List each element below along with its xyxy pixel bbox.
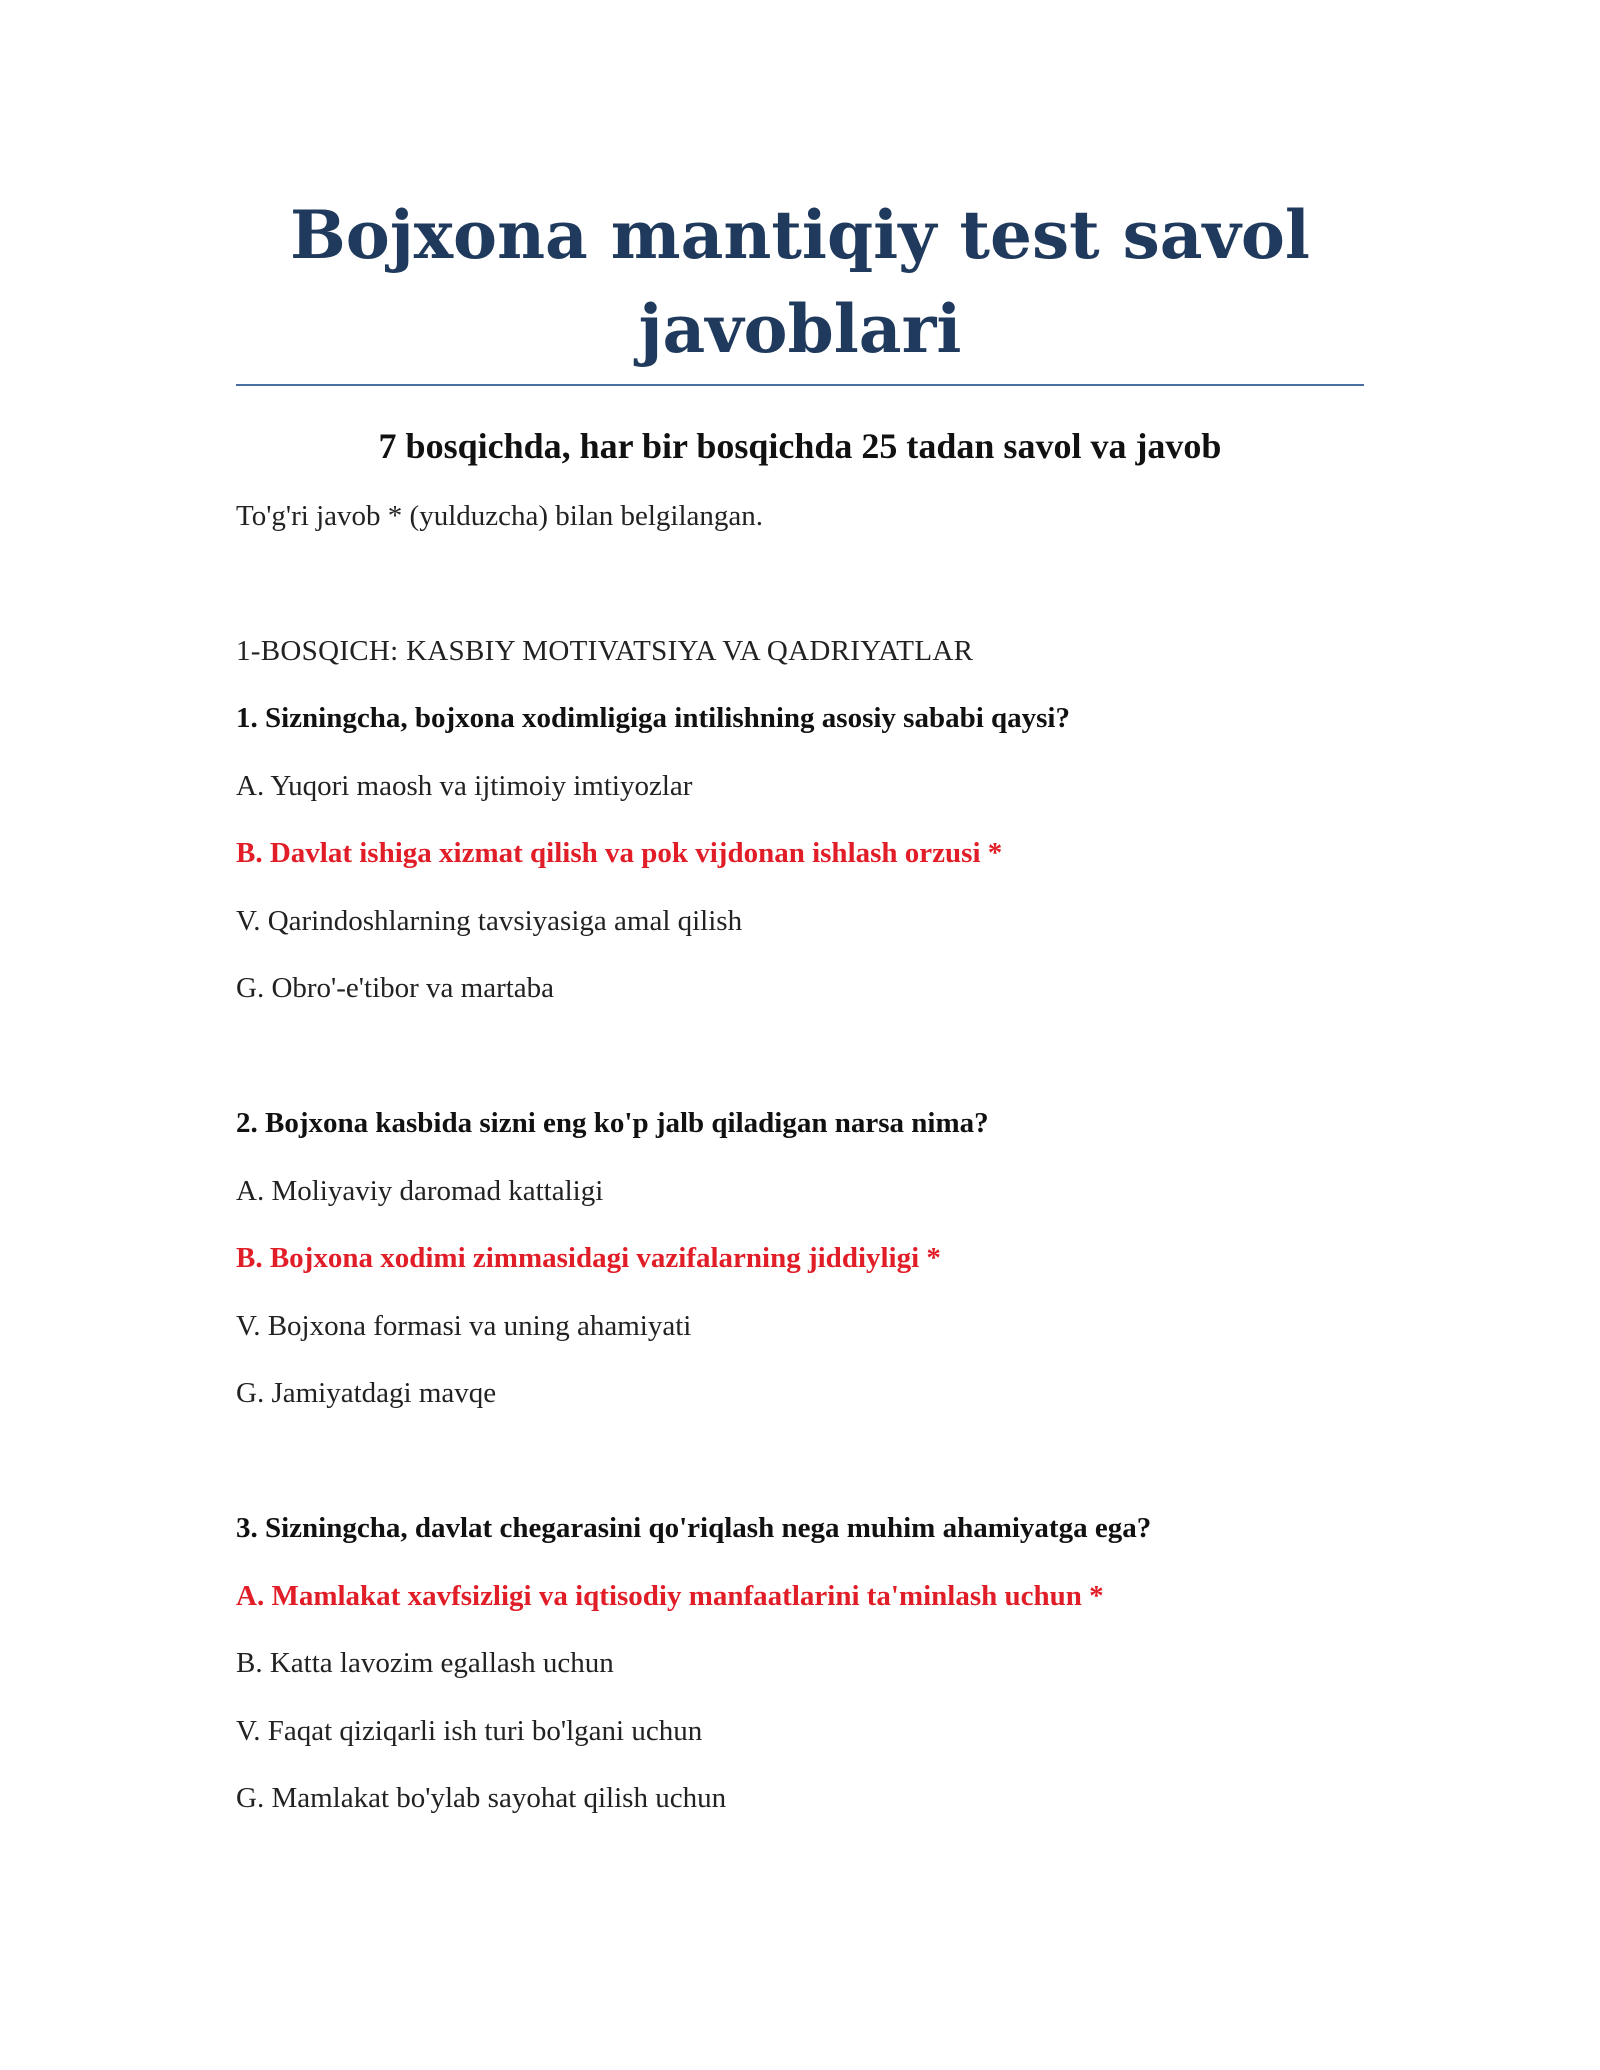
question-2-option-g: G. Jamiyatdagi mavqe (236, 1377, 497, 1409)
question-3-option-g: G. Mamlakat bo'ylab sayohat qilish uchun (236, 1782, 727, 1814)
question-3-text: 3. Sizningcha, davlat chegarasini qo'riqlash nega muhim ahamiyatga ega? (236, 1512, 1152, 1544)
question-1-text: 1. Sizningcha, bojxona xodimligiga intilishning asosiy sababi qaysi? (236, 702, 1070, 734)
question-2-text: 2. Bojxona kasbida sizni eng ko'p jalb qiladigan narsa nima? (236, 1107, 989, 1139)
question-1-option-g: G. Obro'-e'tibor va martaba (236, 972, 555, 1004)
question-1-option-a: A. Yuqori maosh va ijtimoiy imtiyozlar (236, 770, 693, 802)
document-subtitle: 7 bosqichda, har bir bosqichda 25 tadan savol va javob (378, 426, 1222, 466)
document-title: Bojxona mantiqiy test savol javoblari (290, 196, 1310, 368)
stage-heading: 1-BOSQICH: KASBIY MOTIVATSIYA VA QADRIYATLAR (236, 635, 974, 667)
question-3-option-v: V. Faqat qiziqarli ish turi bo'lgani uchun (236, 1715, 703, 1747)
question-1-option-v: V. Qarindoshlarning tavsiyasiga amal qilish (236, 905, 743, 937)
question-2-option-a: A. Moliyaviy daromad kattaligi (236, 1175, 604, 1207)
question-3-option-b: B. Katta lavozim egallash uchun (236, 1647, 614, 1679)
question-1-option-b-correct: B. Davlat ishiga xizmat qilish va pok vijdonan ishlash orzusi * (236, 837, 1003, 869)
title-divider (236, 384, 1364, 386)
question-2-option-v: V. Bojxona formasi va uning ahamiyati (236, 1310, 692, 1342)
question-3-option-a-correct: A. Mamlakat xavfsizligi va iqtisodiy manfaatlarini ta'minlash uchun * (236, 1580, 1104, 1612)
correct-answer-note: To'g'ri javob * (yulduzcha) bilan belgilangan. (236, 500, 764, 532)
question-2-option-b-correct: B. Bojxona xodimi zimmasidagi vazifalarning jiddiyligi * (236, 1242, 941, 1274)
